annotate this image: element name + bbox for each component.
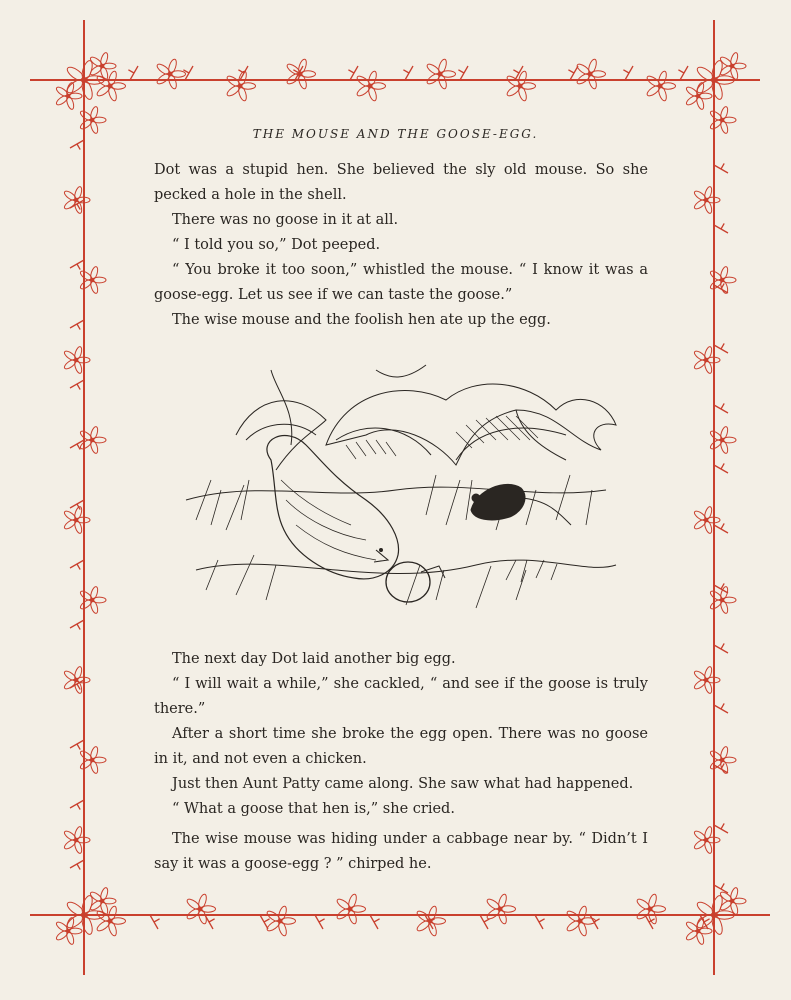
border-twig <box>590 915 600 929</box>
border-twig <box>714 343 728 353</box>
border-twig <box>70 860 84 870</box>
border-flower <box>266 905 296 936</box>
border-flower <box>685 917 712 945</box>
nest-grass <box>186 487 606 500</box>
border-twig <box>714 403 728 413</box>
border-flower <box>566 905 596 936</box>
border-flower <box>156 58 186 89</box>
border-twig <box>70 800 84 810</box>
border-flower <box>693 506 720 534</box>
border-twig <box>70 140 84 150</box>
egg <box>386 562 430 602</box>
paragraph-8: After a short time she broke the egg open. There was no goose in it, and not even a chicken. <box>154 726 648 767</box>
cabbage-leaf <box>326 384 616 465</box>
paragraph-4: “ You broke it too soon,” whistled the mouse. “ I know it was a goose-egg. Let us see if we can taste the goose.” <box>154 262 648 303</box>
border-flower <box>646 70 676 101</box>
border-twig <box>458 66 468 80</box>
border-twig <box>70 440 84 450</box>
page-title: THE MOUSE AND THE GOOSE-EGG. <box>252 127 539 141</box>
border-twig <box>714 883 728 893</box>
border-twig <box>535 915 545 929</box>
border-twig <box>70 380 84 390</box>
hen <box>267 436 399 579</box>
border-flower <box>693 666 720 694</box>
border-flower <box>506 70 536 101</box>
paragraph-1: Dot was a stupid hen. She believed the sly old mouse. So she pecked a hole in the shell. <box>154 162 648 203</box>
border-flower <box>685 82 712 110</box>
paragraph-10: “ What a goose that hen is,” she cried. <box>172 801 455 817</box>
paragraph-7: “ I will wait a while,” she cackled, “ and see if the goose is truly there.” <box>154 676 648 717</box>
border-twig <box>714 703 728 713</box>
border-flower <box>356 70 386 101</box>
border-flower <box>96 70 126 101</box>
border-twig <box>678 66 688 80</box>
paragraph-11: The wise mouse was hiding under a cabbage near by. “ Didn’t I say it was a goose-egg ? ” chirped he. <box>154 831 648 872</box>
border-twig <box>714 823 728 833</box>
border-twig <box>128 66 138 80</box>
border-flower <box>63 506 90 534</box>
border-flower <box>55 917 82 945</box>
border-twig <box>714 163 728 173</box>
hen-and-mouse-illustration <box>176 350 626 625</box>
border-twig <box>70 740 84 750</box>
border-flower <box>693 186 720 214</box>
border-twig <box>714 463 728 473</box>
border-flower <box>63 346 90 374</box>
paragraph-3: “ I told you so,” Dot peeped. <box>172 237 381 253</box>
border-flower <box>693 826 720 854</box>
border-flower <box>96 905 126 936</box>
border-twig <box>714 223 728 233</box>
border-twig <box>480 915 490 929</box>
border-flower <box>486 893 516 924</box>
border-twig <box>315 915 325 929</box>
border-twig <box>70 320 84 330</box>
border-twig <box>714 583 728 593</box>
border-flower <box>286 58 316 89</box>
border-flower <box>426 58 456 89</box>
border-flower <box>63 826 90 854</box>
mouse <box>471 484 525 520</box>
paragraph-5: The wise mouse and the foolish hen ate up the egg. <box>172 312 551 328</box>
border-flower <box>63 186 90 214</box>
border-flower <box>636 893 666 924</box>
paragraph-2: There was no goose in it at all. <box>172 212 399 228</box>
border-flower <box>186 893 216 924</box>
paragraph-6: The next day Dot laid another big egg. <box>172 651 456 667</box>
border-twig <box>150 915 160 929</box>
border-flower <box>226 70 256 101</box>
border-flower <box>63 666 90 694</box>
border-twig <box>70 260 84 270</box>
border-twig <box>348 66 358 80</box>
border-twig <box>70 560 84 570</box>
border-flower <box>693 346 720 374</box>
border-flower <box>576 58 606 89</box>
border-twig <box>568 66 578 80</box>
border-flower <box>336 893 366 924</box>
border-twig <box>714 643 728 653</box>
border-flower <box>55 82 82 110</box>
border-twig <box>714 523 728 533</box>
border-twig <box>403 66 413 80</box>
paragraph-9: Just then Aunt Patty came along. She saw what had happened. <box>172 776 634 792</box>
border-twig <box>623 66 633 80</box>
border-twig <box>370 915 380 929</box>
border-twig <box>70 620 84 630</box>
